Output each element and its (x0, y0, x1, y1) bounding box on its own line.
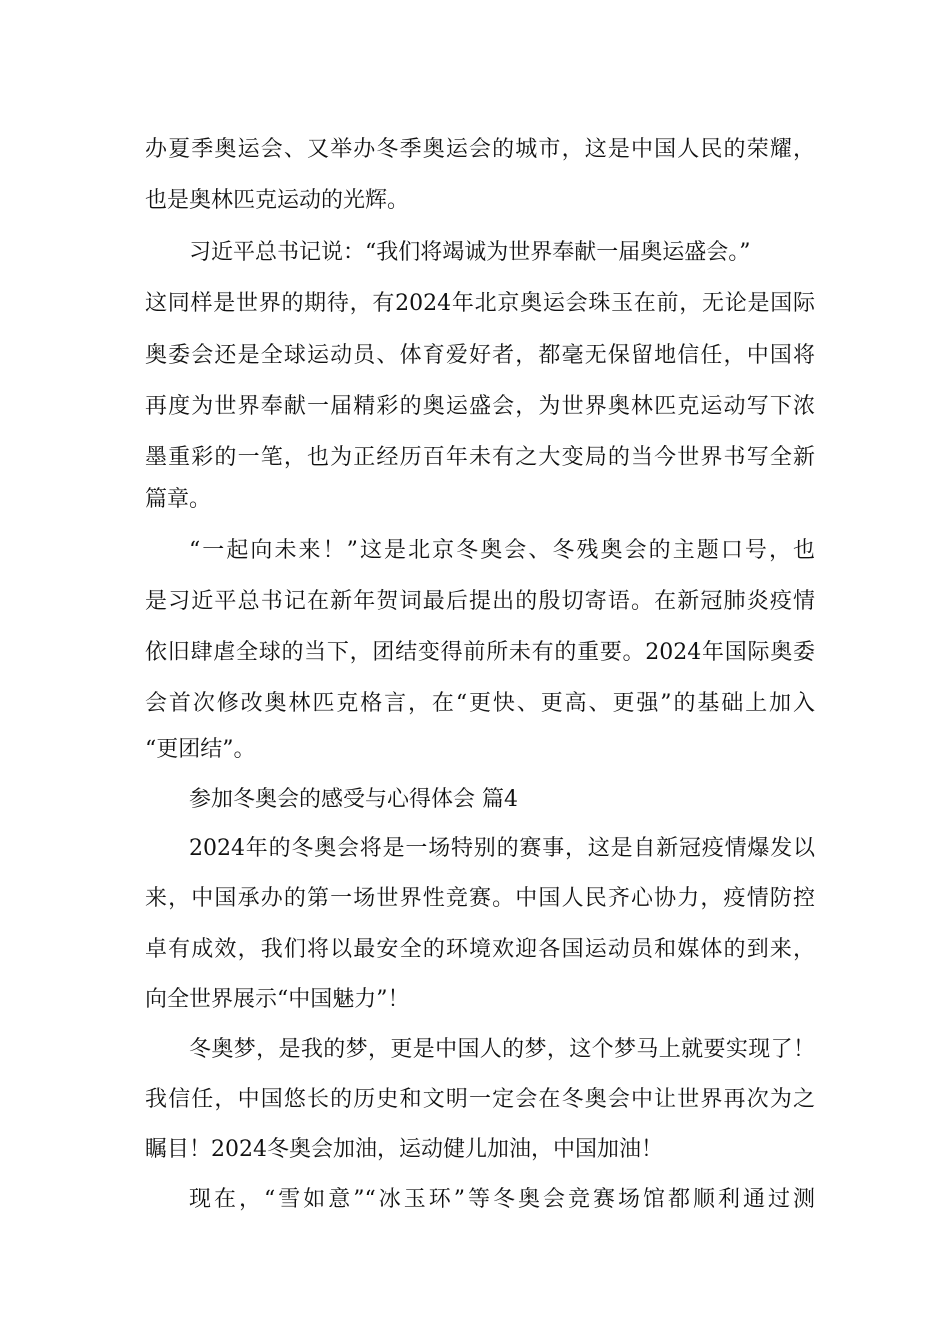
body-line: 瞩目！2024冬奥会加油，运动健儿加油，中国加油！ (145, 1137, 663, 1162)
body-line: 篇章。 (145, 487, 212, 512)
body-line: 也是奥林匹克运动的光辉。 (145, 188, 410, 213)
paragraph-first-line: “一起向未来！”这是北京冬奥会、冬残奥会的主题口号，也 (189, 538, 815, 563)
body-line: 来，中国承办的第一场世界性竞赛。中国人民齐心协力，疫情防控 (145, 886, 815, 911)
body-line: 向全世界展示“中国魅力”！ (145, 987, 410, 1012)
paragraph-first-line: 2024年的冬奥会将是一场特别的赛事，这是自新冠疫情爆发以 (189, 836, 815, 861)
paragraph-first-line: 现在，“雪如意”“冰玉环”等冬奥会竞赛场馆都顺利通过测 (189, 1187, 815, 1212)
paragraph-first-line: 冬奥梦，是我的梦，更是中国人的梦，这个梦马上就要实现了！ (189, 1037, 815, 1062)
body-line: 奥委会还是全球运动员、体育爱好者，都毫无保留地信任，中国将 (145, 343, 815, 368)
body-line: 这同样是世界的期待，有2024年北京奥运会珠玉在前，无论是国际 (145, 291, 815, 316)
body-line: 会首次修改奥林匹克格言，在“更快、更高、更强”的基础上加入 (145, 691, 815, 716)
body-line: 依旧肆虐全球的当下，团结变得前所未有的重要。2024年国际奥委 (145, 640, 815, 665)
body-line: 墨重彩的一笔，也为正经历百年未有之大变局的当今世界书写全新 (145, 445, 815, 470)
body-line: 我信任，中国悠长的历史和文明一定会在冬奥会中让世界再次为之 (145, 1087, 815, 1112)
section-heading: 参加冬奥会的感受与心得体会 篇4 (189, 787, 518, 812)
body-line: 办夏季奥运会、又举办冬季奥运会的城市，这是中国人民的荣耀， (145, 137, 815, 162)
body-line: 卓有成效，我们将以最安全的环境欢迎各国运动员和媒体的到来， (145, 937, 815, 962)
body-line: 是习近平总书记在新年贺词最后提出的殷切寄语。在新冠肺炎疫情 (145, 589, 815, 614)
paragraph-first-line: 习近平总书记说：“我们将竭诚为世界奉献一届奥运盛会。” (189, 240, 751, 265)
body-line: 再度为世界奉献一届精彩的奥运盛会，为世界奥林匹克运动写下浓 (145, 394, 815, 419)
body-line: “更团结”。 (145, 737, 256, 762)
